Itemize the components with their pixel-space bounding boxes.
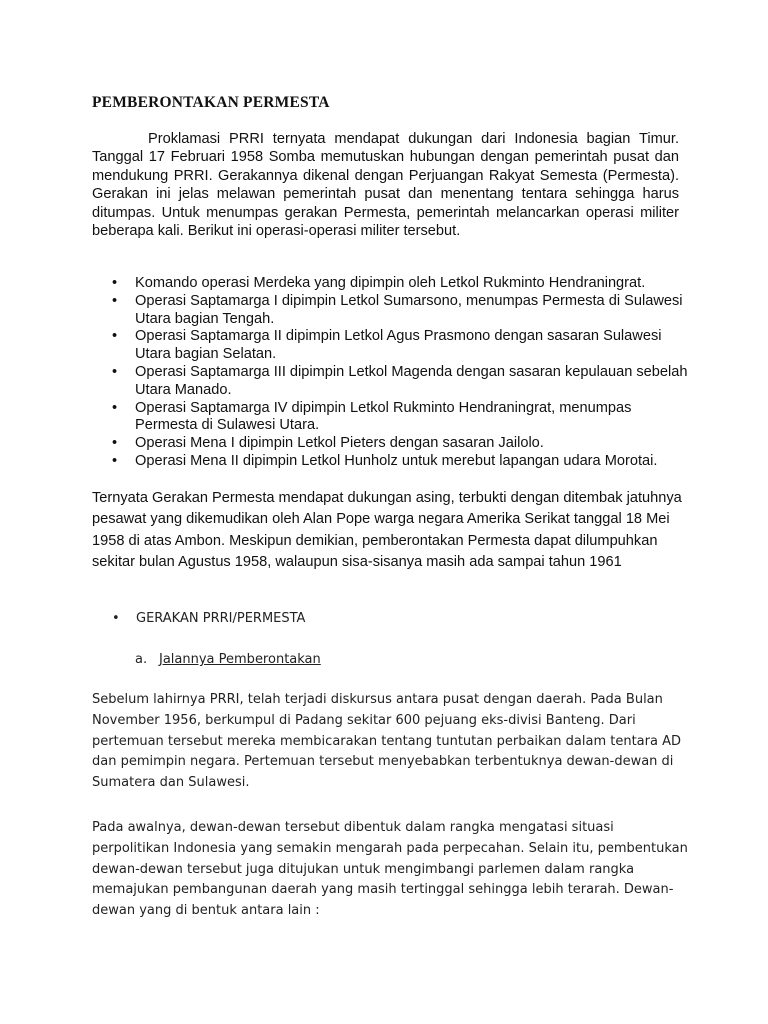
bullet-icon: • xyxy=(112,363,118,380)
list-item xyxy=(92,293,692,329)
operations-list xyxy=(92,275,692,471)
bullet-icon: • xyxy=(112,275,118,291)
list-item xyxy=(92,400,692,436)
list-item xyxy=(92,328,692,364)
list-item xyxy=(92,364,692,400)
operation-text: Operasi Mena I dipimpin Letkol Pieters dengan sasaran Jailolo. xyxy=(135,435,544,452)
list-item xyxy=(92,453,692,471)
bullet-icon: • xyxy=(112,292,118,309)
bullet-icon: • xyxy=(112,399,118,416)
bullet-icon: • xyxy=(112,452,118,469)
bullet-icon: • xyxy=(112,328,118,345)
subsection-heading: Jalannya Pemberontakan xyxy=(159,652,321,667)
section-bullet-text: GERAKAN PRRI/PERMESTA xyxy=(136,611,306,626)
operation-text: Operasi Saptamarga II dipimpin Letkol Agus Prasmono dengan sasaran Sulawesi Utara bagian Selatan. xyxy=(135,328,662,363)
subsection-letter: a. xyxy=(135,652,148,667)
list-item xyxy=(92,435,692,453)
document-title: PEMBERONTAKAN PERMESTA xyxy=(92,94,330,111)
intro-paragraph: Proklamasi PRRI ternyata mendapat dukungan dari Indonesia bagian Timur. Tanggal 17 Februari 1958 Somba memutuskan hubungan dengan pemerintah pusat dan mendukung PRRI. Gerakannya dikenal dengan Perjuangan Rakyat Semesta (Permesta). Gerakan ini jelas melawan pemerintah pusat dan menentang tentara sehingga harus ditumpas. Untuk menumpas gerakan Permesta, pemerintah melancarkan operasi militer beberapa kali. Berikut ini operasi-operasi militer tersebut. xyxy=(92,131,679,240)
operation-text: Komando operasi Merdeka yang dipimpin oleh Letkol Rukminto Hendraningrat. xyxy=(135,275,646,291)
operation-text: Operasi Saptamarga IV dipimpin Letkol Rukminto Hendraningrat, menumpas Permesta di Sulawesi Utara. xyxy=(135,399,632,434)
list-item xyxy=(92,275,692,293)
course-paragraph-1: Sebelum lahirnya PRRI, telah terjadi diskursus antara pusat dengan daerah. Pada Bulan November 1956, berkumpul di Padang sekitar 600 pejuang eks-divisi Banteng. Dari pertemuan tersebut mereka membicarakan tentang tuntutan perbaikan dalam tentara AD dan pemimpin negara. Pertemuan tersebut menyebabkan terbentuknya dewan-dewan di Sumatera dan Sulawesi. xyxy=(92,692,681,791)
bullet-icon: • xyxy=(112,611,120,626)
operation-text: Operasi Saptamarga I dipimpin Letkol Sumarsono, menumpas Permesta di Sulawesi Utara bagian Tengah. xyxy=(135,292,683,327)
operation-text: Operasi Mena II dipimpin Letkol Hunholz untuk merebut lapangan udara Morotai. xyxy=(135,452,658,469)
operation-text: Operasi Saptamarga III dipimpin Letkol Magenda dengan sasaran kepulauan sebelah Utara Manado. xyxy=(135,363,688,398)
course-paragraph-2: Pada awalnya, dewan-dewan tersebut dibentuk dalam rangka mengatasi situasi perpolitikan Indonesia yang semakin mengarah pada perpecahan. Selain itu, pembentukan dewan-dewan tersebut juga ditujukan untuk mengimbangi parlemen dalam rangka memajukan pembangunan daerah yang masih tertinggal sehingga lebih terarah. Dewan-dewan yang di bentuk antara lain : xyxy=(92,820,688,919)
outcome-paragraph: Ternyata Gerakan Permesta mendapat dukungan asing, terbukti dengan ditembak jatuhnya pesawat yang dikemudikan oleh Alan Pope warga negara Amerika Serikat tanggal 18 Mei 1958 di atas Ambon. Meskipun demikian, pemberontakan Permesta dapat dilumpuhkan sekitar bulan Agustus 1958, walaupun sisa-sisanya masih ada sampai tahun 1961 xyxy=(92,490,682,570)
bullet-icon: • xyxy=(112,435,118,452)
